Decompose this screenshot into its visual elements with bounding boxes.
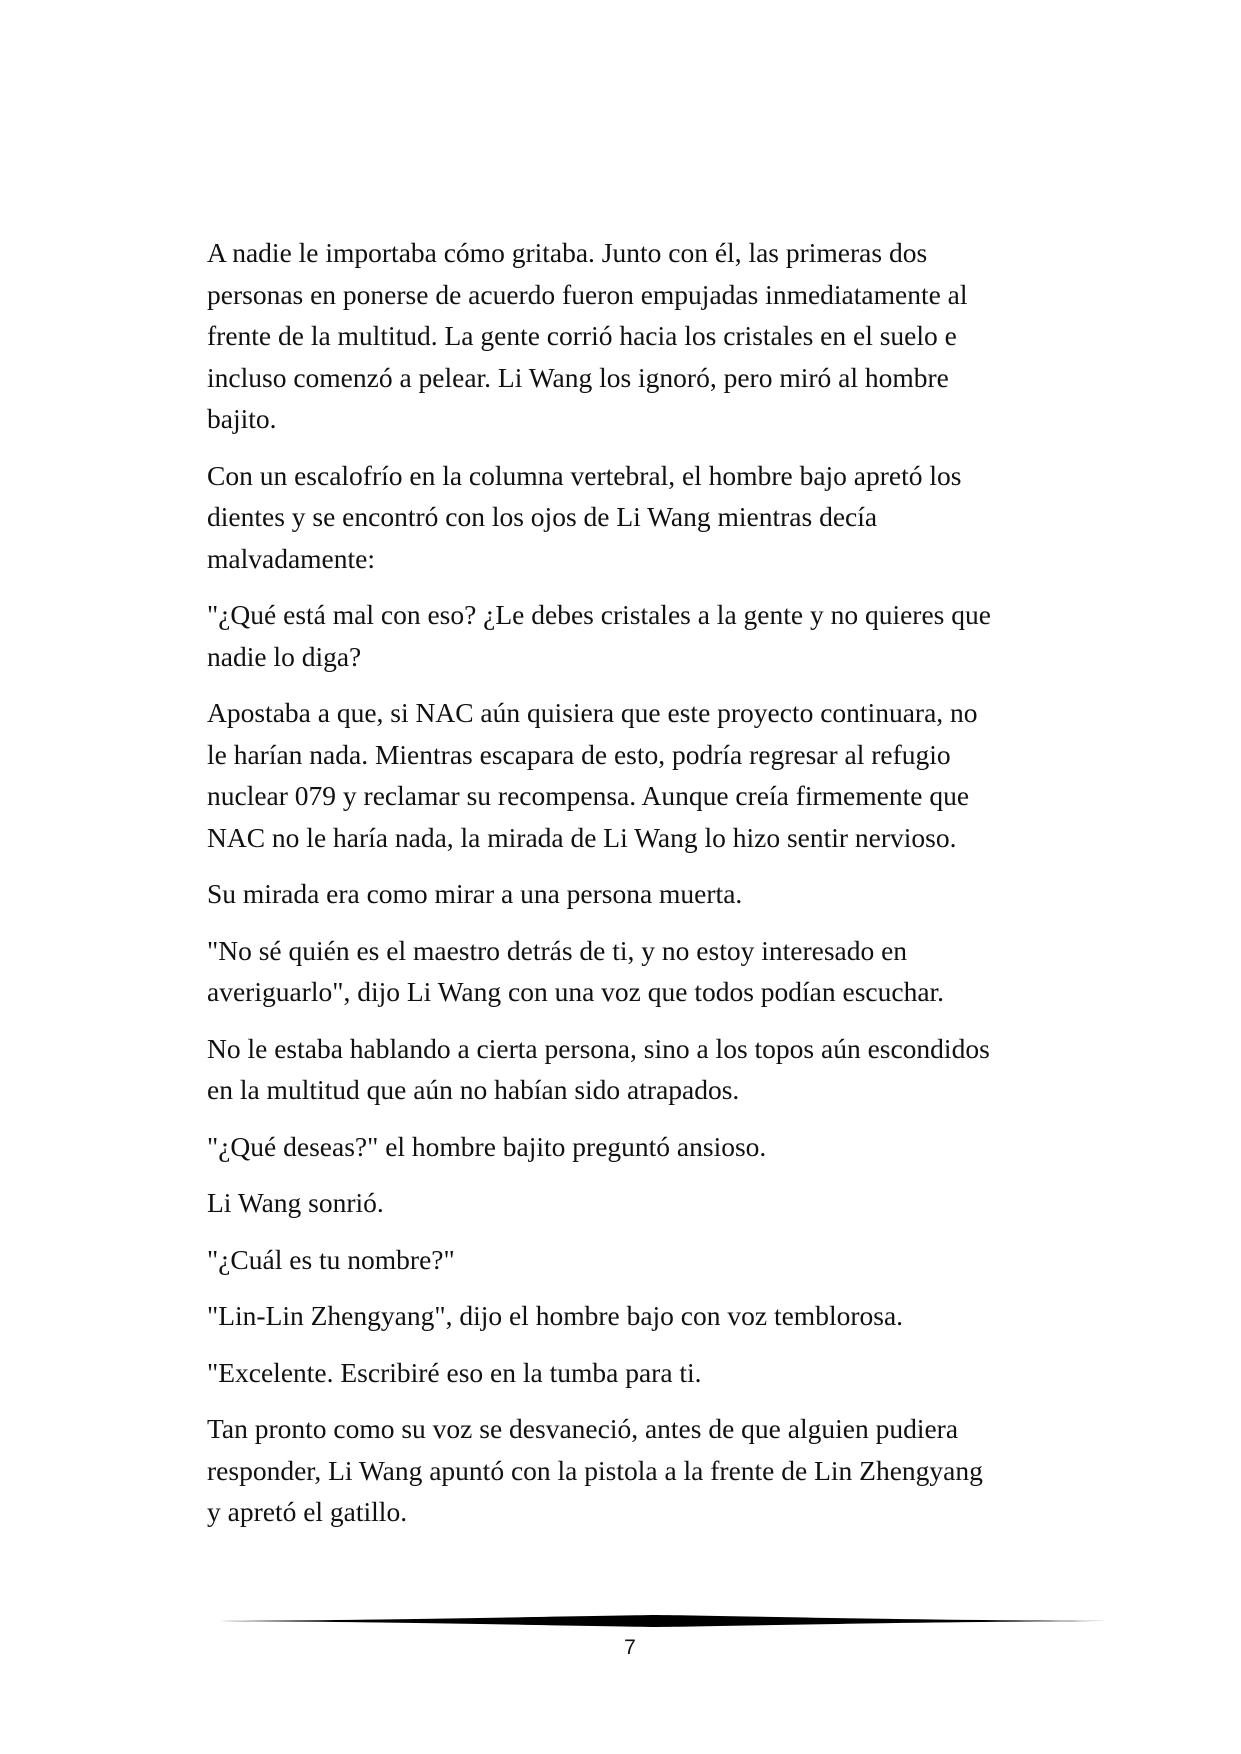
paragraph-5: Su mirada era como mirar a una persona muerta. [207,878,743,909]
paragraph-10: "¿Cuál es tu nombre?" [207,1243,455,1275]
paragraph-13: Tan pronto como su voz se desvaneció, antes de que alguien pudiera responder, Li Wang apuntó con la pistola a la frente de Lin Zhengyang y apretó el gatillo. [207,1413,983,1527]
paragraph-6: "No sé quién es el maestro detrás de ti, y no estoy interesado en averiguarlo", dijo Li Wang con una voz que todos podían escuchar. [207,934,945,1007]
paragraph-11: "Lin-Lin Zhengyang", dijo el hombre bajo con voz temblorosa. [207,1300,904,1331]
paragraph-4: Apostaba a que, si NAC aún quisiera que este proyecto continuara, no le harían nada. Mientras escapara de esto, podría regresar al refugio nuclear 079 y reclamar su recompensa. Aunque creía firmemente que NAC no le haría nada, la mirada de Li Wang lo hizo sentir nervioso. [207,697,978,853]
paragraph-9: Li Wang sonrió. [207,1187,384,1218]
paragraph-3: "¿Qué está mal con eso? ¿Le debes cristales a la gente y no quieres que nadie lo diga? [207,599,991,672]
body-text [207,232,1067,1548]
paragraph-8: "¿Qué deseas?" el hombre bajito preguntó ansioso. [207,1130,767,1162]
paragraph-12: "Excelente. Escribiré eso en la tumba para ti. [207,1356,702,1388]
footer-divider [207,1614,1107,1628]
paragraph-2: Con un escalofrío en la columna vertebral, el hombre bajo apretó los dientes y se encontró con los ojos de Li Wang mientras decía malvadamente: [207,459,962,574]
paragraph-1: A nadie le importaba cómo gritaba. Junto con él, las primeras dos personas en ponerse de acuerdo fueron empujadas inmediatamente al frente de la multitud. La gente corrió hacia los cristales en el suelo e incluso comenzó a pelear. Li Wang los ignoró, pero miró al hombre bajito. [207,237,968,434]
paragraph-7: No le estaba hablando a cierta persona, sino a los topos aún escondidos en la multitud que aún no habían sido atrapados. [207,1032,990,1105]
page-number: 7 [624,1636,636,1659]
